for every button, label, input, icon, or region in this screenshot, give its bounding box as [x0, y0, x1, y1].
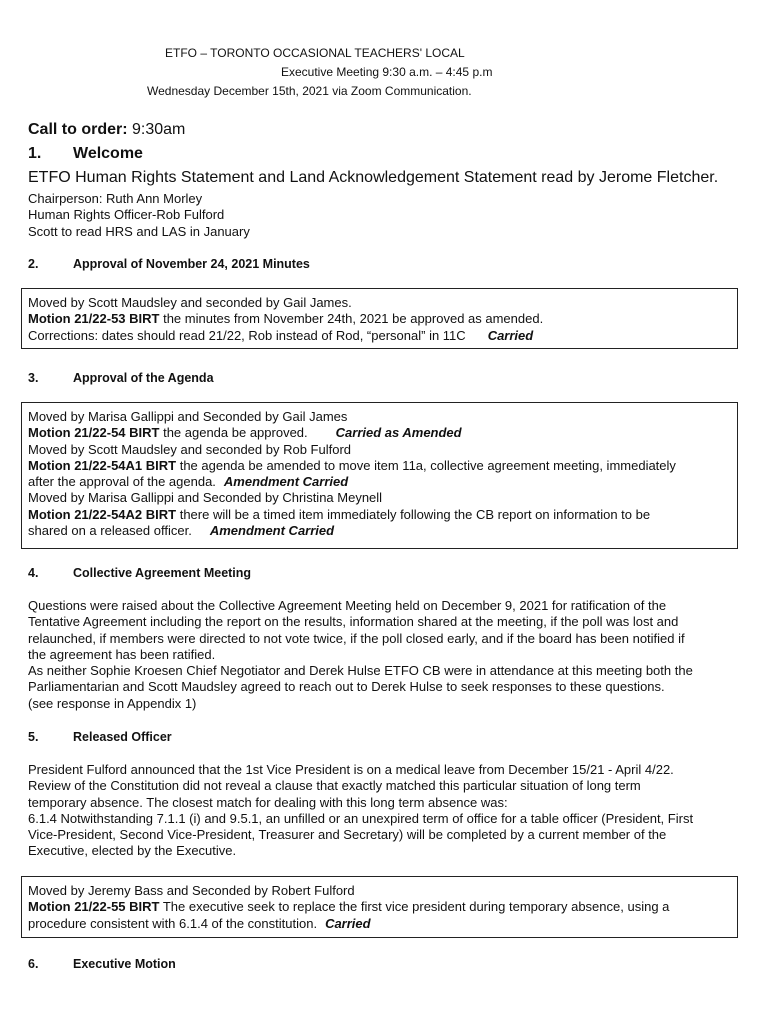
agenda-motion-2-cont: [28, 474, 737, 490]
released-officer-motion: [28, 899, 737, 915]
call-to-order-label: Call to order:: [28, 121, 128, 138]
agenda-moved-1: Moved by Marisa Gallippi and Seconded by Gail James: [28, 409, 348, 424]
agenda-motion-3-cont: [28, 523, 737, 539]
section-6-number: 6.: [28, 957, 39, 971]
welcome-number: 1.: [28, 145, 42, 162]
section-5-number: 5.: [28, 730, 39, 744]
released-officer-motion-cont: [28, 916, 737, 932]
paragraph-line: (see response in Appendix 1): [28, 695, 197, 711]
agenda-motion-3-label: Motion 21/22-54A2 BIRT: [28, 506, 177, 522]
minutes-motion-label: Motion 21/22-53 BIRT: [28, 311, 160, 327]
paragraph-line: Tentative Agreement including the report on the results, information shared at the meeting, if the poll was lost and: [28, 614, 679, 630]
minutes-motion-box: [21, 288, 738, 349]
meeting-date: Wednesday December 15th, 2021 via Zoom Communication.: [147, 84, 472, 98]
paragraph-line: the agreement has been ratified.: [28, 646, 216, 662]
paragraph-line: President Fulford announced that the 1st Vice President is on a medical leave from December 15/21 - April 4/22.: [28, 762, 674, 777]
call-to-order-time: 9:30am: [132, 121, 186, 138]
minutes-moved: Moved by Scott Maudsley and seconded by Gail James.: [28, 295, 352, 310]
agenda-motion-2-label: Motion 21/22-54A1 BIRT: [28, 457, 177, 473]
agenda-motion-2-cont-text: after the approval of the agenda.: [28, 474, 216, 490]
agenda-motion-box: [21, 402, 738, 549]
paragraph-line: Executive, elected by the Executive.: [28, 843, 237, 859]
paragraph-line: 6.1.4 Notwithstanding 7.1.1 (i) and 9.5.1, an unfilled or an unexpired term of office for a table officer (President, First: [28, 810, 694, 826]
paragraph-line: Vice-President, Second Vice-President, Treasurer and Secretary) will be completed by a current member of the: [28, 827, 667, 843]
agenda-motion-3-text: there will be a timed item immediately following the CB report on information to be: [176, 506, 651, 522]
agenda-result-2: Amendment Carried: [223, 474, 349, 490]
agenda-motion-1-label: Motion 21/22-54 BIRT: [28, 425, 160, 441]
agenda-motion-2-text: the agenda be amended to move item 11a, collective agreement meeting, immediately: [176, 457, 676, 473]
released-officer-paragraph: [28, 762, 693, 860]
released-officer-moved: Moved by Jeremy Bass and Seconded by Robert Fulford: [28, 883, 355, 898]
agenda-moved-2: Moved by Scott Maudsley and seconded by Rob Fulford: [28, 441, 352, 457]
released-officer-motion-label: Motion 21/22-55 BIRT: [28, 899, 160, 915]
minutes-corrections-line: [28, 328, 737, 344]
section-2-title: Approval of November 24, 2021 Minutes: [73, 257, 310, 271]
agenda-motion-3-cont-text: shared on a released officer.: [28, 523, 192, 539]
released-officer-result: Carried: [325, 915, 371, 931]
agenda-motion-2: [28, 458, 737, 474]
agenda-moved-3: Moved by Marisa Gallippi and Seconded by Christina Meynell: [28, 490, 383, 506]
released-officer-motion-cont-text: procedure consistent with 6.1.4 of the constitution.: [28, 915, 318, 931]
minutes-corrections: Corrections: dates should read 21/22, Rob instead of Rod, “personal” in 11C: [28, 327, 466, 343]
call-to-order: [28, 121, 185, 139]
section-2-number: 2.: [28, 257, 39, 271]
agenda-motion-1-text: the agenda be approved.: [159, 425, 308, 441]
minutes-motion-text: the minutes from November 24th, 2021 be approved as amended.: [159, 311, 544, 327]
scott-note: Scott to read HRS and LAS in January: [28, 224, 250, 239]
chairperson: Chairperson: Ruth Ann Morley: [28, 191, 203, 206]
section-3-title: Approval of the Agenda: [73, 371, 214, 385]
welcome-title: Welcome: [73, 145, 143, 162]
paragraph-line: As neither Sophie Kroesen Chief Negotiator and Derek Hulse ETFO CB were in attendance at this meeting both the: [28, 663, 693, 679]
minutes-result: Carried: [487, 327, 534, 343]
section-5-title: Released Officer: [73, 730, 172, 744]
section-3-number: 3.: [28, 371, 39, 385]
section-6-title: Executive Motion: [73, 957, 176, 971]
section-4-title: Collective Agreement Meeting: [73, 566, 252, 580]
paragraph-line: temporary absence. The closest match for dealing with this long term absence was:: [28, 794, 508, 810]
agenda-motion-1: [28, 425, 737, 441]
released-officer-motion-text: The executive seek to replace the first vice president during temporary absence, using a: [159, 899, 670, 915]
welcome-statement: ETFO Human Rights Statement and Land Acknowledgement Statement read by Jerome Fletcher.: [28, 169, 719, 186]
section-4-number: 4.: [28, 566, 39, 580]
paragraph-line: Review of the Constitution did not reveal a clause that exactly matched this particular situation of long term: [28, 778, 641, 794]
org-header: ETFO – TORONTO OCCASIONAL TEACHERS' LOCAL: [165, 46, 465, 60]
paragraph-line: relaunched, if members were directed to not vote twice, if the poll closed early, and if the board has been notified if: [28, 630, 685, 646]
paragraph-line: Questions were raised about the Collective Agreement Meeting held on December 9, 2021 for ratification of the: [28, 598, 667, 613]
paragraph-line: Parliamentarian and Scott Maudsley agreed to reach out to Derek Hulse to seek responses to these questions.: [28, 679, 665, 695]
minutes-motion: [28, 311, 737, 327]
meeting-time: Executive Meeting 9:30 a.m. – 4:45 p.m: [281, 65, 493, 79]
agenda-result-3: Amendment Carried: [209, 523, 335, 539]
released-officer-motion-box: [21, 876, 738, 938]
agenda-result-1: Carried as Amended: [335, 425, 462, 441]
collective-agreement-paragraph: [28, 598, 693, 712]
human-rights-officer: Human Rights Officer-Rob Fulford: [28, 207, 225, 222]
agenda-motion-3: [28, 507, 737, 523]
